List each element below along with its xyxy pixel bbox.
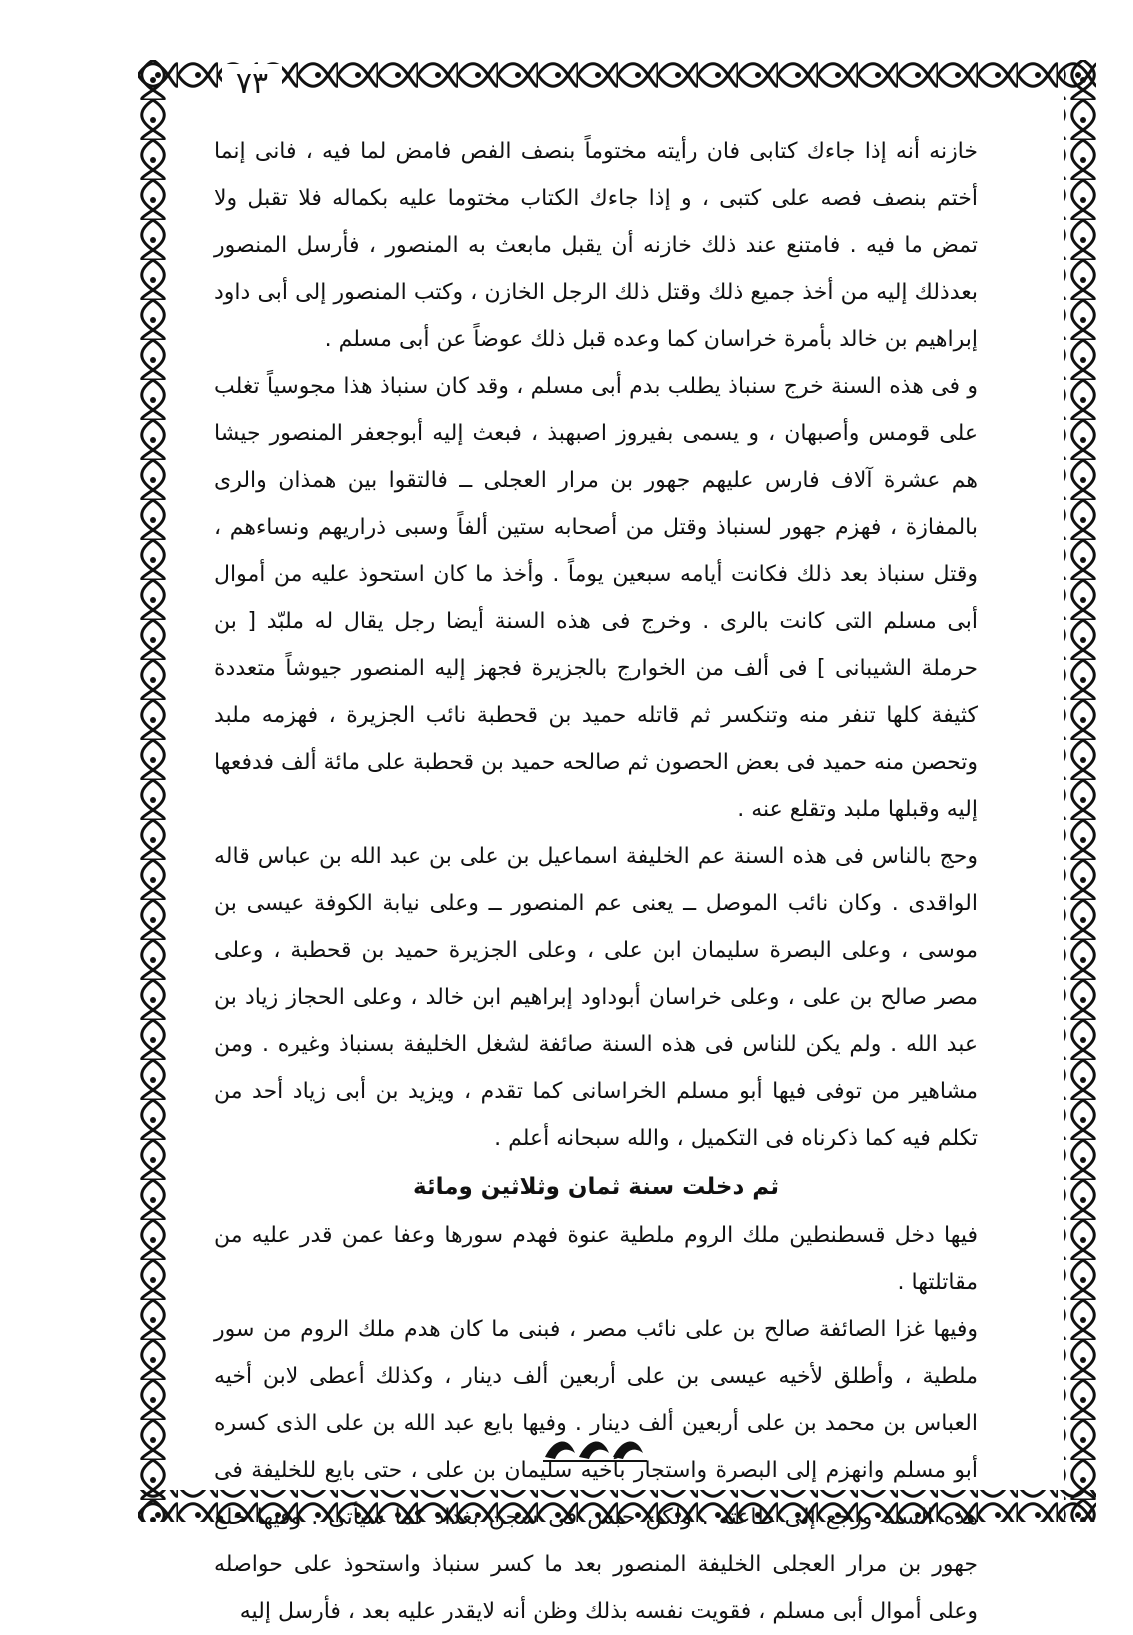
page-number: ٧٣ [222, 64, 282, 104]
paragraph: و فى هذه السنة خرج سنباذ يطلب بدم أبى مسلم ، وقد كان سنباذ هذا مجوسياً تغلب على قومس وأصبهان ، و يسمى بفيروز اصبهبذ ، فبعث إليه أبوجعفر المنصور جيشا هم عشرة آلاف فارس عليهم جهور بن مرار العجلى ــ فالتقوا بين همذان والرى بالمفازة ، فهزم جهور لسنباذ وقتل من أصحابه ستين ألفاً وسبى ذراريهم ونساءهم ، وقتل سنباذ بعد ذلك فكانت أيامه سبعين يوماً . وأخذ ما كان استحوذ عليه من أموال أبى مسلم التى كانت بالرى . وخرج فى هذه السنة أيضا رجل يقال له ملبّد [ بن حرملة الشيبانى ] فى ألف من الخوارج بالجزيرة فجهز إليه المنصور جيوشاً متعددة كثيفة كلها تنفر منه وتنكسر ثم قاتله حميد بن قحطبة نائب الجزيرة ، فهزمه ملبد وتحصن منه حميد فى بعض الحصون ثم صالحه حميد بن قحطبة على مائة ألف فدفعها إليه وقبلها ملبد وتقلع عنه . [214, 374, 978, 822]
paragraph: فيها دخل قسطنطين ملك الروم ملطية عنوة فهدم سورها وعفا عمن قدر عليه من مقاتلتها . [214, 1223, 978, 1295]
paragraph: وحج بالناس فى هذه السنة عم الخليفة اسماعيل بن على بن عبد الله بن عباس قاله الواقدى . وكان نائب الموصل ــ يعنى عم المنصور ــ وعلى نيابة الكوفة عيسى بن موسى ، وعلى البصرة سليمان ابن على ، وعلى الجزيرة حميد بن قحطبة ، وعلى مصر صالح بن على ، وعلى خراسان أبوداود إبراهيم ابن خالد ، وعلى الحجاز زياد بن عبد الله . ولم يكن للناس فى هذه السنة صائفة لشغل الخليفة بسنباذ وغيره . ومن مشاهير من توفى فيها أبو مسلم الخراسانى كما تقدم ، ويزيد بن أبى زياد أحد من تكلم فيه كما ذكرناه فى التكميل ، والله سبحانه أعلم . [214, 844, 978, 1151]
floral-tailpiece-icon [540, 1432, 652, 1466]
paragraph: وفيها غزا الصائفة صالح بن على نائب مصر ، فبنى ما كان هدم ملك الروم من سور ملطية ، وأطلق لأخيه عيسى بن على أربعين ألف دينار ، وكذلك أعطى لابن أخيه العباس بن محمد بن على أربعين ألف دينار . وفيها بايع عبد الله بن على الذى كسره أبو مسلم وانهزم إلى البصرة واستجار بأخيه سليمان بن على ، حتى بايع للخليفة فى هذه السنة ورجع إلى طاعته . ولكن حبس فى سجن بغداد كما سيأتى . وفيها خلع جهور بن مرار العجلى الخليفة المنصور بعد ما كسر سنباذ واستحوذ على حواصله وعلى أموال أبى مسلم ، فقويت نفسه بذلك وظن أنه لايقدر عليه بعد ، فأرسل إليه [214, 1317, 978, 1624]
section-heading: ثم دخلت سنة ثمان وثلاثين ومائة [413, 1174, 779, 1200]
paragraph: خازنه أنه إذا جاءك كتابى فان رأيته مختوماً بنصف الفص فامض لما فيه ، فانى إنما أختم بنصف فصه على كتبى ، و إذا جاءك الكتاب مختوما عليه بكماله فلا تقبل ولا تمض ما فيه . فامتنع عند ذلك خازنه أن يقبل مابعث به المنصور ، فأرسل المنصور بعدذلك إليه من أخذ جميع ذلك وقتل ذلك الرجل الخازن ، وكتب المنصور إلى أبى داود إبراهيم بن خالد بأمرة خراسان كما وعده قبل ذلك عوضاً عن أبى مسلم . [214, 139, 978, 352]
main-text [214, 128, 978, 1635]
